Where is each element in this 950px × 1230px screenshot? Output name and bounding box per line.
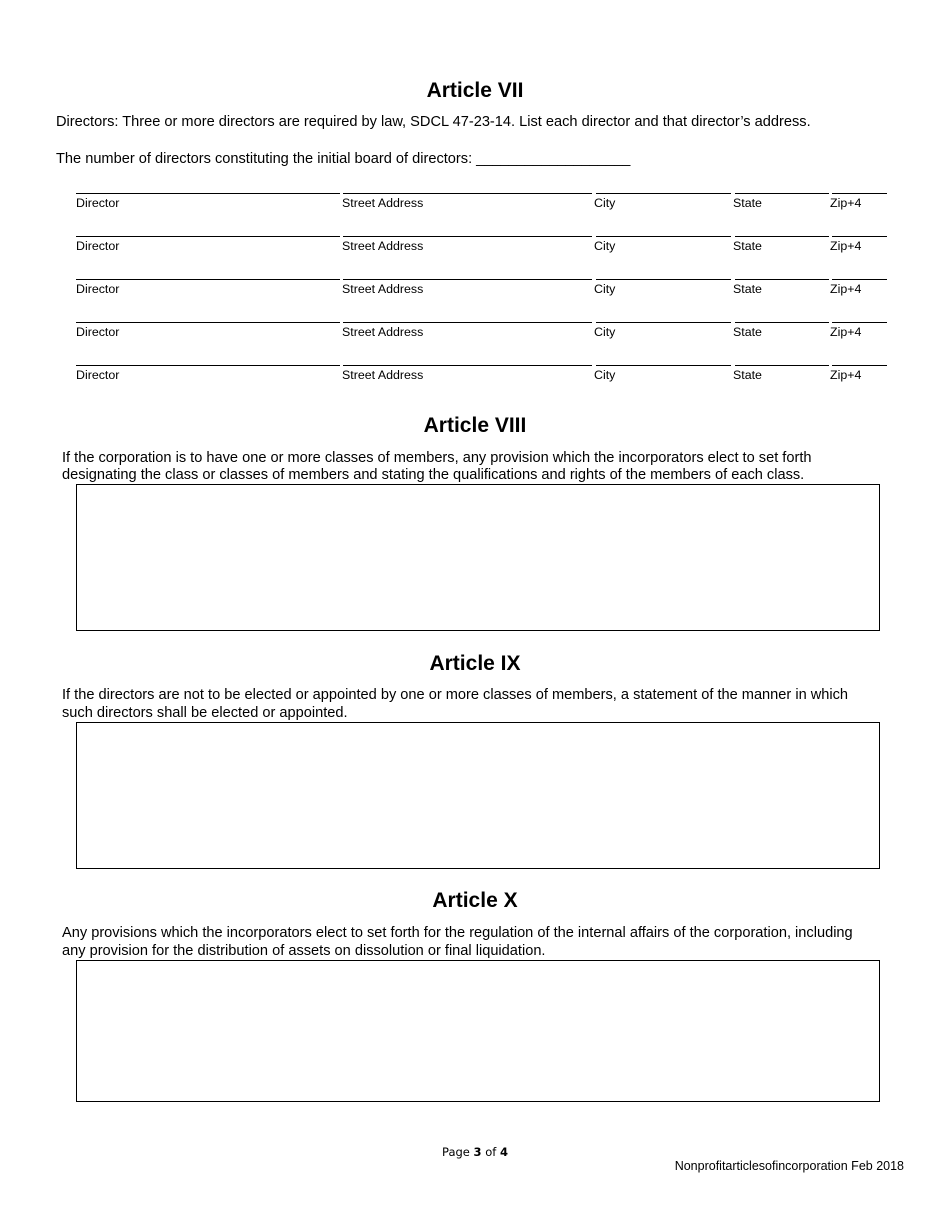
director-field-label: Director xyxy=(76,368,120,382)
director-field-label: Director xyxy=(76,196,120,210)
director-field-line[interactable] xyxy=(596,236,731,237)
director-field-label: City xyxy=(594,239,616,253)
director-field-label: State xyxy=(733,368,762,382)
page-number xyxy=(0,1145,950,1159)
director-field-line[interactable] xyxy=(343,193,592,194)
director-field-line[interactable] xyxy=(76,236,340,237)
director-field-line[interactable] xyxy=(832,236,887,237)
article-vii-intro: Directors: Three or more directors are required by law, SDCL 47-23-14. List each director and that director’s address. xyxy=(56,114,811,130)
article-x-text-line1: Any provisions which the incorporators elect to set forth for the regulation of the internal affairs of the corporation, including xyxy=(62,925,853,941)
article-x-heading: Article X xyxy=(432,889,518,912)
director-field-line[interactable] xyxy=(832,365,887,366)
director-field-line[interactable] xyxy=(735,193,829,194)
article-ix-text-line2: such directors shall be elected or appointed. xyxy=(62,705,348,721)
director-field-label: City xyxy=(594,368,616,382)
director-field-label: Director xyxy=(76,325,120,339)
page-prefix: Page xyxy=(442,1145,474,1159)
director-field-label: City xyxy=(594,196,616,210)
director-field-line[interactable] xyxy=(596,279,731,280)
article-vii-heading: Article VII xyxy=(426,79,524,102)
director-field-label: Director xyxy=(76,239,120,253)
director-field-line[interactable] xyxy=(596,322,731,323)
director-field-line[interactable] xyxy=(343,236,592,237)
director-field-label: Zip+4 xyxy=(830,196,862,210)
director-field-label: Zip+4 xyxy=(830,325,862,339)
article-viii-heading: Article VIII xyxy=(423,414,527,437)
page-total: 4 xyxy=(499,1145,508,1159)
director-field-label: State xyxy=(733,196,762,210)
director-field-line[interactable] xyxy=(343,279,592,280)
director-field-line[interactable] xyxy=(596,365,731,366)
article-viii-text-line2: designating the class or classes of members and stating the qualifications and rights of the members of each class. xyxy=(62,467,805,483)
article-viii-text-line1: If the corporation is to have one or more classes of members, any provision which the incorporators elect to set forth xyxy=(62,450,812,466)
article-ix-input-box[interactable] xyxy=(76,722,880,869)
director-field-label: Street Address xyxy=(342,239,424,253)
director-field-label: Zip+4 xyxy=(830,239,862,253)
director-field-line[interactable] xyxy=(735,365,829,366)
director-field-label: State xyxy=(733,239,762,253)
director-field-line[interactable] xyxy=(832,322,887,323)
article-ix-heading: Article IX xyxy=(429,652,521,675)
director-field-line[interactable] xyxy=(76,279,340,280)
director-field-line[interactable] xyxy=(735,236,829,237)
director-field-label: City xyxy=(594,282,616,296)
director-field-line[interactable] xyxy=(76,193,340,194)
director-field-label: Street Address xyxy=(342,368,424,382)
director-field-line[interactable] xyxy=(735,322,829,323)
director-field-line[interactable] xyxy=(832,193,887,194)
page-current: 3 xyxy=(473,1145,482,1159)
article-ix-text-line1: If the directors are not to be elected or appointed by one or more classes of members, a statement of the manner in which xyxy=(62,687,849,703)
director-field-label: Zip+4 xyxy=(830,282,862,296)
article-viii-input-box[interactable] xyxy=(76,484,880,631)
director-field-line[interactable] xyxy=(343,365,592,366)
director-field-line[interactable] xyxy=(76,365,340,366)
director-field-label: City xyxy=(594,325,616,339)
director-field-label: Street Address xyxy=(342,196,424,210)
director-field-label: Street Address xyxy=(342,325,424,339)
director-field-label: Street Address xyxy=(342,282,424,296)
document-id: Nonprofitarticlesofincorporation Feb 2018 xyxy=(674,1159,904,1173)
director-field-line[interactable] xyxy=(832,279,887,280)
director-field-label: Director xyxy=(76,282,120,296)
director-field-line[interactable] xyxy=(76,322,340,323)
director-count-prompt[interactable]: The number of directors constituting the initial board of directors: ___________________ xyxy=(56,151,631,167)
director-field-label: State xyxy=(733,325,762,339)
director-field-label: Zip+4 xyxy=(830,368,862,382)
director-field-line[interactable] xyxy=(735,279,829,280)
article-x-text-line2: any provision for the distribution of assets on dissolution or final liquidation. xyxy=(62,943,546,959)
director-field-line[interactable] xyxy=(596,193,731,194)
page-sep: of xyxy=(481,1145,500,1159)
director-field-label: State xyxy=(733,282,762,296)
article-x-input-box[interactable] xyxy=(76,960,880,1102)
director-field-line[interactable] xyxy=(343,322,592,323)
